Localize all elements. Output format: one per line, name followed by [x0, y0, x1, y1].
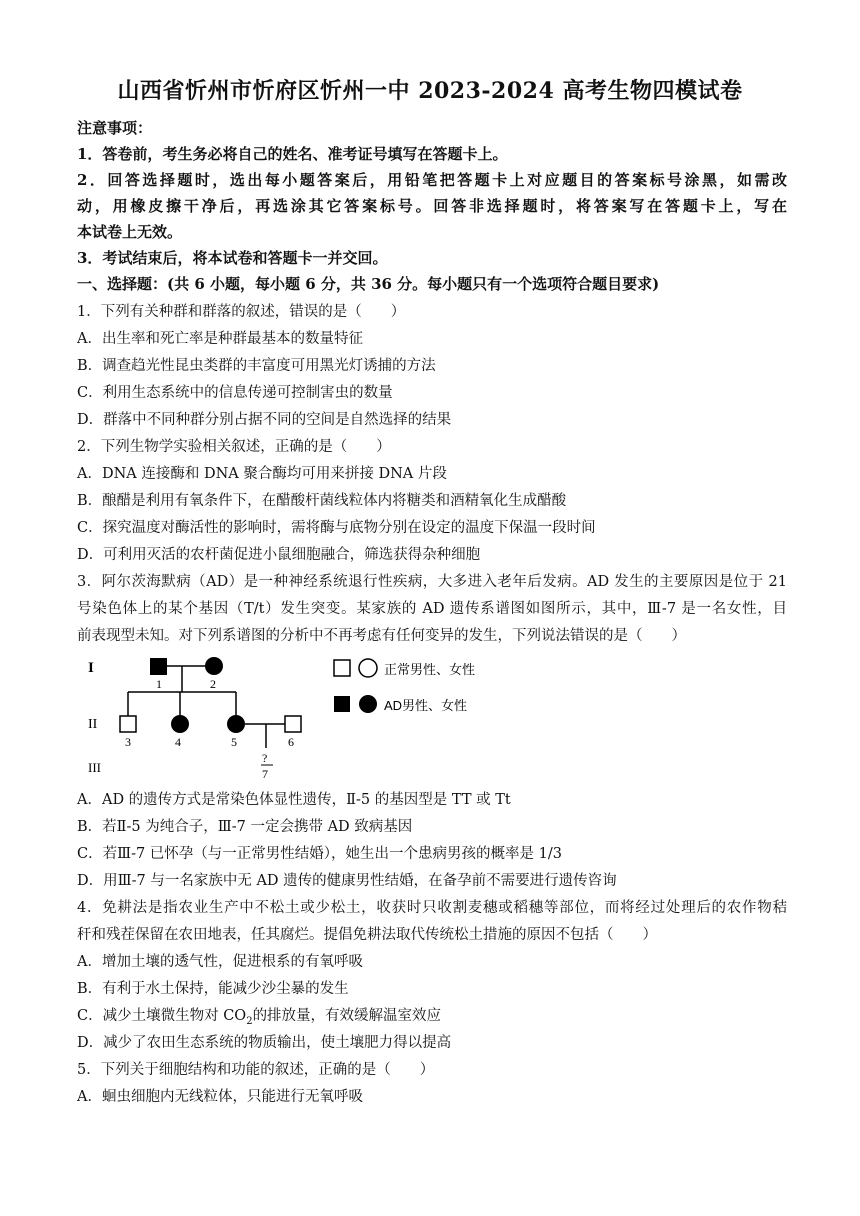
notice-item-3: 3．考试结束后，将本试卷和答题卡一并交回。: [77, 249, 388, 267]
q4-option-c-subscript: 2: [246, 1015, 253, 1027]
legend-normal-female-icon: [359, 659, 377, 677]
q1-stem: 1．下列有关种群和群落的叙述，错误的是（ ）: [77, 304, 406, 320]
q2-option-a: A．DNA 连接酶和 DNA 聚合酶均可用来拼接 DNA 片段: [77, 466, 447, 482]
legend-ad-male-icon: [334, 696, 350, 712]
notice-heading: 注意事项：: [77, 119, 153, 137]
generation-label-2: II: [88, 717, 98, 732]
individual-label-7: 7: [262, 767, 268, 781]
notice-item-2-line-3: 本试卷上无效。: [77, 223, 183, 241]
q3-option-a: A．AD 的遗传方式是常染色体显性遗传，Ⅱ-5 的基因型是 TT 或 Tt: [77, 792, 511, 808]
q1-option-a: A．出生率和死亡率是种群最基本的数量特征: [77, 331, 363, 347]
individual-label-3: 3: [125, 735, 131, 749]
q4-stem-line-1: 4．免耕法是指农业生产中不松土或少松土，收获时只收割麦穗或稻穗等部位，而将经过处理后的农作物秸: [77, 900, 787, 916]
individual-1-affected-male: [150, 658, 167, 675]
notice-item-2-line-2: 动，用橡皮擦干净后，再选涂其它答案标号。回答非选择题时，将答案写在答题卡上，写在: [77, 197, 787, 215]
notice-item-1: 1．答卷前，考生务必将自己的姓名、准考证号填写在答题卡上。: [77, 145, 508, 163]
legend-normal-male-icon: [334, 660, 350, 676]
q1-option-c: C．利用生态系统中的信息传递可控制害虫的数量: [77, 385, 393, 401]
notice-item-2-line-1: 2．回答选择题时，选出每小题答案后，用铅笔把答题卡上对应题目的答案标号涂黑，如需改: [77, 171, 787, 189]
q3-option-d: D．用Ⅲ-7 与一名家族中无 AD 遗传的健康男性结婚，在备孕前不需要进行遗传咨询: [77, 873, 617, 889]
individual-label-1: 1: [156, 677, 162, 691]
q3-option-c: C．若Ⅲ-7 已怀孕（与一正常男性结婚），她生出一个患病男孩的概率是 1/3: [77, 846, 563, 862]
q3-stem-line-3: 前表现型未知。对下列系谱图的分析中不再考虑有任何变异的发生，下列说法错误的是（ ）: [77, 628, 686, 644]
q2-option-d: D．可利用灭活的农杆菌促进小鼠细胞融合，筛选获得杂种细胞: [77, 547, 481, 563]
legend-normal-label: 正常男性、女性: [384, 662, 476, 677]
q3-stem-line-2: 号染色体上的某个基因（T/t）发生突变。某家族的 AD 遗传系谱图如图所示，其中，Ⅲ-7 是一名女性，目: [77, 601, 787, 617]
q5-option-a: A．蛔虫细胞内无线粒体，只能进行无氧呼吸: [77, 1089, 363, 1105]
q4-option-c-prefix: C．减少土壤微生物对 CO: [77, 1008, 247, 1024]
q1-option-d: D．群落中不同种群分别占据不同的空间是自然选择的结果: [77, 412, 452, 428]
q4-option-b: B．有利于水土保持，能减少沙尘暴的发生: [77, 981, 349, 997]
pedigree-diagram: [80, 650, 500, 784]
individual-6-normal-male: [285, 716, 301, 732]
individual-3-normal-male: [120, 716, 136, 732]
q4-option-d: D．减少了农田生态系统的物质输出，使土壤肥力得以提高: [77, 1035, 452, 1051]
q4-option-c: [77, 1006, 787, 1032]
individual-label-2: 2: [210, 677, 216, 691]
q2-option-c: C．探究温度对酶活性的影响时，需将酶与底物分别在设定的温度下保温一段时间: [77, 520, 596, 536]
individual-2-affected-female: [205, 657, 223, 675]
q5-stem: 5．下列关于细胞结构和功能的叙述，正确的是（ ）: [77, 1062, 435, 1078]
individual-label-6: 6: [288, 735, 294, 749]
individual-5-affected-female: [227, 715, 245, 733]
generation-label-1: I: [88, 660, 94, 676]
individual-4-affected-female: [171, 715, 189, 733]
legend-ad-female-icon: [359, 695, 377, 713]
legend-ad-label: AD男性、女性: [384, 698, 468, 713]
q3-stem-line-1: 3．阿尔茨海默病（AD）是一种神经系统退行性疾病，大多进入老年后发病。AD 发生的主要原因是位于 21: [77, 574, 787, 590]
q4-option-a: A．增加土壤的透气性，促进根系的有氧呼吸: [77, 954, 363, 970]
unknown-phenotype-mark: ?: [262, 751, 268, 765]
page-title: 山西省忻州市忻府区忻州一中 2023-2024 高考生物四模试卷: [117, 78, 743, 104]
q4-stem-line-2: 秆和残茬保留在农田地表，任其腐烂。提倡免耕法取代传统松土措施的原因不包括（ ）: [77, 927, 657, 943]
q2-stem: 2．下列生物学实验相关叙述，正确的是（ ）: [77, 439, 391, 455]
q3-option-b: B．若Ⅱ-5 为纯合子，Ⅲ-7 一定会携带 AD 致病基因: [77, 819, 413, 835]
q4-option-c-suffix: 的排放量，有效缓解温室效应: [252, 1008, 442, 1024]
generation-label-3: III: [88, 760, 101, 775]
individual-label-5: 5: [231, 735, 237, 749]
individual-label-4: 4: [175, 735, 181, 749]
q1-option-b: B．调查趋光性昆虫类群的丰富度可用黑光灯诱捕的方法: [77, 358, 436, 374]
q2-option-b: B．酿醋是利用有氧条件下，在醋酸杆菌线粒体内将糖类和酒精氧化生成醋酸: [77, 493, 567, 509]
section-heading: 一、选择题：(共 6 小题，每小题 6 分，共 36 分。每小题只有一个选项符合题目要求): [77, 275, 660, 293]
